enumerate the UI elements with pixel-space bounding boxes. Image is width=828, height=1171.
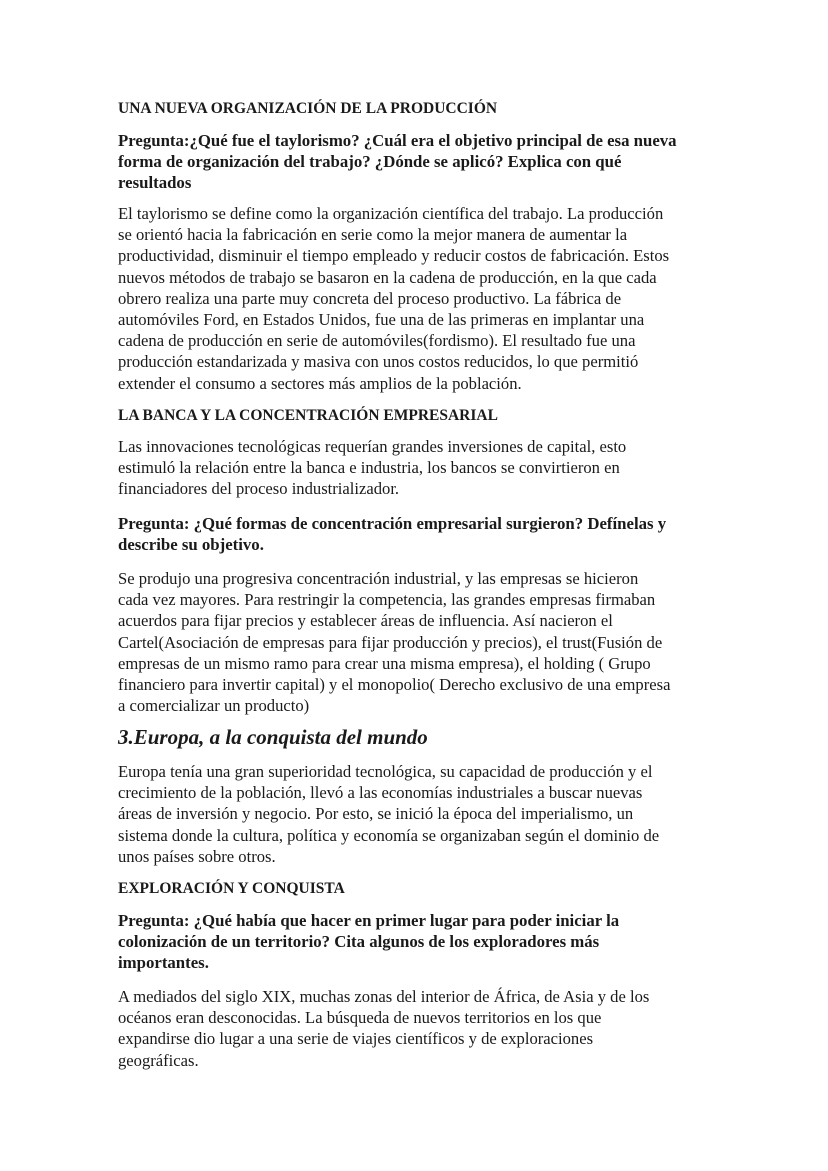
text-line: sistema donde la cultura, política y economía se organizaban según el dominio de [118,825,660,845]
text-line: se orientó hacia la fabricación en serie como la mejor manera de aumentar la [118,225,628,245]
text-line: productividad, disminuir el tiempo empleado y reducir costos de fabricación. Estos [118,246,670,266]
text-line: LA BANCA Y LA CONCENTRACIÓN EMPRESARIAL [118,407,498,424]
text-line: unos países sobre otros. [118,846,276,866]
text-line: financiadores del proceso industrializador. [118,479,400,499]
text-line: colonización de un territorio? Cita algunos de los exploradores más [118,932,600,952]
text-line: acuerdos para fijar precios y establecer áreas de influencia. Así nacieron el [118,611,613,631]
section-heading [118,878,345,899]
text-line: Cartel(Asociación de empresas para fijar producción y precios), el trust(Fusión de [118,632,663,652]
section-heading [118,405,498,426]
text-line: obrero realiza una parte muy concreta del proceso productivo. La fábrica de [118,288,622,308]
text-line: producción estandarizada y masiva con unos costos reducidos, lo que permitió [118,352,639,372]
question [118,130,677,194]
paragraph [118,568,670,716]
text-line: A mediados del siglo XIX, muchas zonas del interior de África, de Asia y de los [118,987,650,1006]
text-line: expandirse dio lugar a una serie de viajes científicos y de exploraciones [118,1029,594,1049]
text-line: a comercializar un producto) [118,696,310,716]
text-line: financiero para invertir capital) y el monopolio( Derecho exclusivo de una empresa [118,674,671,694]
text-line: áreas de inversión y negocio. Por esto, se inició la época del imperialismo, un [118,804,634,824]
text-line: Pregunta: ¿Qué había que hacer en primer lugar para poder iniciar la [118,911,620,930]
question [118,910,619,974]
text-line: UNA NUEVA ORGANIZACIÓN DE LA PRODUCCIÓN [118,100,498,117]
text-line: cada vez mayores. Para restringir la competencia, las grandes empresas firmaban [118,590,656,610]
text-line: El taylorismo se define como la organización científica del trabajo. La producción [118,204,664,223]
text-line: Se produjo una progresiva concentración industrial, y las empresas se hicieron [118,569,639,588]
paragraph [118,761,659,867]
text-line: importantes. [118,953,209,973]
chapter-title [118,724,428,750]
text-line: extender el consumo a sectores más amplios de la población. [118,373,522,393]
paragraph [118,436,626,500]
text-line: crecimiento de la población, llevó a las economías industriales a buscar nuevas [118,783,643,803]
text-line: automóviles Ford, en Estados Unidos, fue una de las primeras en implantar una [118,309,645,329]
text-line: Las innovaciones tecnológicas requerían grandes inversiones de capital, esto [118,437,627,456]
question [118,513,666,555]
text-line: forma de organización del trabajo? ¿Dónde se aplicó? Explica con qué [118,152,622,172]
text-line: 3.Europa, a la conquista del mundo [118,725,428,749]
text-line: cadena de producción en serie de automóviles(fordismo). El resultado fue una [118,331,636,351]
text-line: EXPLORACIÓN Y CONQUISTA [118,880,345,897]
text-line: Pregunta: ¿Qué formas de concentración empresarial surgieron? Defínelas y [118,514,667,533]
paragraph [118,986,649,1071]
text-line: Europa tenía una gran superioridad tecnológica, su capacidad de producción y el [118,762,653,781]
text-line: nuevos métodos de trabajo se basaron en la cadena de producción, en la que cada [118,267,657,287]
text-line: Pregunta:¿Qué fue el taylorismo? ¿Cuál era el objetivo principal de esa nueva [118,131,677,150]
text-line: geográficas. [118,1050,199,1070]
text-line: resultados [118,173,192,193]
text-line: océanos eran desconocidas. La búsqueda de nuevos territorios en los que [118,1008,602,1028]
text-line: empresas de un mismo ramo para crear una misma empresa), el holding ( Grupo [118,653,651,673]
section-heading [118,98,497,119]
text-line: describe su objetivo. [118,535,264,555]
text-line: estimuló la relación entre la banca e industria, los bancos se convirtieron en [118,458,620,478]
paragraph [118,203,669,394]
